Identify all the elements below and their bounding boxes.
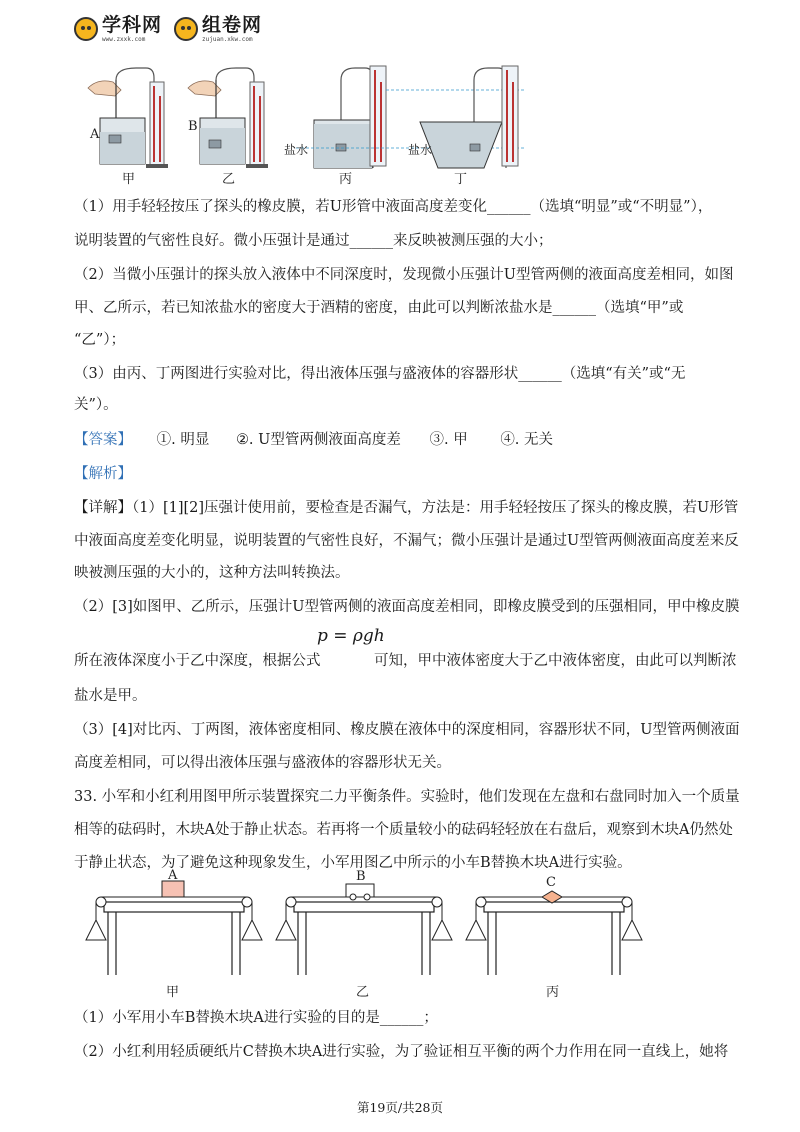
page-number: 第19页/共28页 bbox=[356, 1100, 444, 1115]
q32-p3-line1: （3）由丙、丁两图进行实验对比，得出液体压强与盛液体的容器形状______（选填“有关”或“无 bbox=[74, 366, 686, 382]
q32-p3-line2: 关”）。 bbox=[74, 397, 118, 413]
q32-p2-line2: 甲、乙所示，若已知浓盐水的密度大于酒精的密度，由此可以判断浓盐水是______（选填“甲”或 bbox=[74, 300, 684, 316]
q32-p2-line1: （2）当微小压强计的探头放入液体中不同深度时，发现微小压强计U型管两侧的液面高度差相同，如图 bbox=[74, 267, 734, 283]
caption-yi: 乙 bbox=[222, 172, 236, 187]
zxxk-logo bbox=[74, 13, 163, 43]
detail-label: 【详解】 bbox=[74, 500, 132, 516]
q32-p1-line2: 说明装置的气密性良好。微小压强计是通过______来反映被测压强的大小； bbox=[74, 233, 553, 249]
q32-p2-line3: “乙”）； bbox=[74, 332, 126, 348]
logo-name: 学科网 bbox=[102, 13, 163, 36]
object-b-label: B bbox=[356, 869, 366, 884]
detail-text: （1）[1][2]压强计使用前，要检查是否漏气，方法是：用手轻轻按压了探头的橡皮膜，若U形管 bbox=[132, 500, 739, 516]
q33-line3: 于静止状态，为了避免这种现象发生，小军用图乙中所示的小车B替换木块A进行实验。 bbox=[74, 855, 632, 871]
object-c-label: C bbox=[546, 875, 556, 890]
logo-url: www.zxxk.com bbox=[102, 35, 146, 43]
caption-jia: 甲 bbox=[122, 172, 136, 187]
probe-label-a: A bbox=[90, 127, 100, 142]
answer-label: 【答案】 bbox=[74, 432, 132, 448]
mascot-icon bbox=[174, 17, 198, 41]
answer-item: ①. 明显 bbox=[156, 432, 210, 448]
caption-bing: 丙 bbox=[546, 985, 560, 1000]
answer-row bbox=[74, 428, 553, 449]
q32-p1-line1: （1）用手轻轻按压了探头的橡皮膜，若U形管中液面高度差变化______（选填“明显”或“不明显”）， bbox=[74, 199, 713, 215]
detail-d3-line2: 高度差相同，可以得出液体压强与盛液体的容器形状无关。 bbox=[74, 755, 451, 771]
detail-d2-line1: （2）[3]如图甲、乙所示，压强计U型管两侧的液面高度差相同，即橡皮膜受到的压强相同，甲中橡皮膜 bbox=[74, 599, 740, 615]
detail-d1-line2: 中液面高度差变化明显，说明装置的气密性良好，不漏气；微小压强计是通过U型管两侧液面高度差来反 bbox=[74, 533, 739, 549]
logo-name: 组卷网 bbox=[202, 13, 263, 36]
mascot-icon bbox=[74, 17, 98, 41]
analysis-label: 【解析】 bbox=[74, 466, 132, 482]
panel-jia bbox=[88, 68, 168, 187]
answer-item: ④. 无关 bbox=[500, 432, 554, 448]
density-formula: p = ρgh bbox=[317, 626, 385, 646]
detail-d3-line1: （3）[4]对比丙、丁两图，液体密度相同、橡皮膜在液体中的深度相同，容器形状不同，U型管两侧液面 bbox=[74, 722, 740, 738]
brine-label-right: 盐水 bbox=[408, 143, 433, 157]
caption-ding: 丁 bbox=[454, 172, 468, 187]
zujuan-logo bbox=[174, 13, 263, 43]
detail-d1-line1 bbox=[74, 496, 738, 517]
figure-pressure-gauges bbox=[78, 60, 538, 185]
header-logos bbox=[74, 12, 262, 46]
detail-d2-line3: 盐水是甲。 bbox=[74, 688, 147, 704]
object-a-label: A bbox=[168, 868, 178, 883]
probe-label-b: B bbox=[188, 119, 198, 134]
detail-d1-line3: 映被测压强的大小的，这种方法叫转换法。 bbox=[74, 565, 350, 581]
answer-item: ③. 甲 bbox=[429, 432, 468, 448]
panel-yi bbox=[188, 68, 268, 187]
q33-line1: 33. 小军和小红利用图甲所示装置探究二力平衡条件。实验时，他们发现在左盘和右盘同时加入一个质量 bbox=[74, 789, 740, 805]
q33-line2: 相等的砝码时，木块A处于静止状态。若再将一个质量较小的砝码轻轻放在右盘后，观察到木块A仍然处 bbox=[74, 822, 733, 838]
detail-d2-line2b: 可知，甲中液体密度大于乙中液体密度，由此可以判断浓 bbox=[374, 653, 737, 669]
detail-d2-line2a: 所在液体深度小于乙中深度，根据公式 bbox=[74, 653, 321, 669]
caption-jia: 甲 bbox=[166, 985, 180, 1000]
caption-yi: 乙 bbox=[356, 985, 370, 1000]
table-bing bbox=[466, 875, 642, 1000]
panel-ding bbox=[408, 66, 518, 187]
brine-label-left: 盐水 bbox=[284, 143, 309, 157]
q33-p2: （2）小红利用轻质硬纸片C替换木块A进行实验，为了验证相互平衡的两个力作用在同一直线上，她将 bbox=[74, 1044, 729, 1060]
q33-p1: （1）小军用小车B替换木块A进行实验的目的是______； bbox=[74, 1010, 438, 1026]
logo-url: zujuan.xkw.com bbox=[202, 35, 253, 43]
table-yi bbox=[276, 869, 452, 1000]
table-jia bbox=[86, 868, 262, 1000]
caption-bing: 丙 bbox=[339, 172, 353, 187]
answer-item: ②. U型管两侧液面高度差 bbox=[235, 432, 401, 448]
figure-force-balance bbox=[86, 868, 666, 1000]
